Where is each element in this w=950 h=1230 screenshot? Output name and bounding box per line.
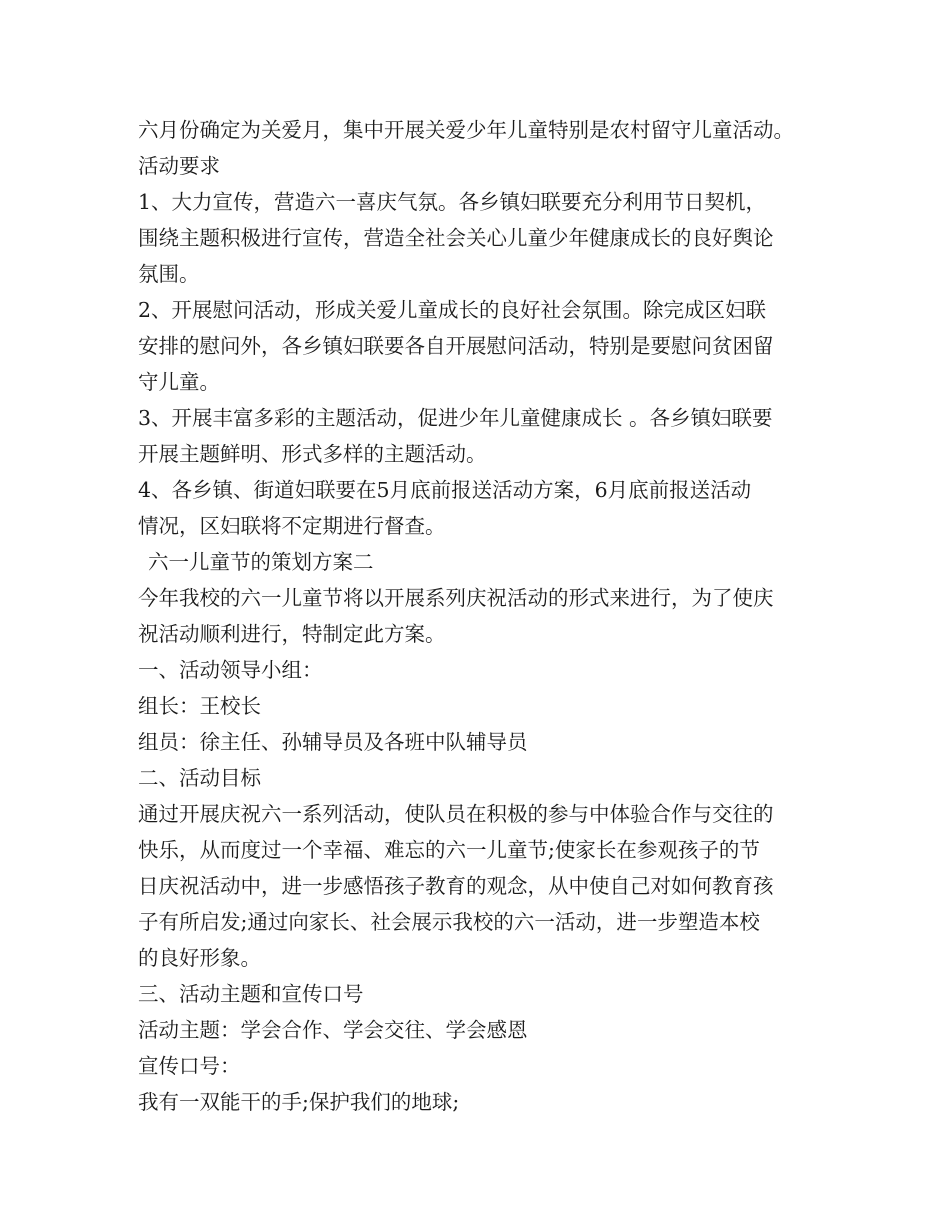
paragraph-line: 我有一双能干的手;保护我们的地球; bbox=[138, 1090, 460, 1114]
paragraph-line: 4、各乡镇、街道妇联要在5月底前报送活动方案，6月底前报送活动 bbox=[138, 478, 752, 502]
paragraph-line: 快乐，从而度过一个幸福、难忘的六一儿童节;使家长在参观孩子的节 bbox=[138, 838, 760, 862]
paragraph-line: 3、开展丰富多彩的主题活动，促进少年儿童健康成长 。各乡镇妇联要 bbox=[138, 406, 773, 430]
paragraph-line: 1、大力宣传，营造六一喜庆气氛。各乡镇妇联要充分利用节日契机， bbox=[138, 190, 767, 214]
paragraph-line: 组长：王校长 bbox=[138, 694, 261, 718]
paragraph-line: 氛围。 bbox=[138, 262, 200, 286]
paragraph-line: 六月份确定为关爱月，集中开展关爱少年儿童特别是农村留守儿童活动。 bbox=[138, 118, 794, 142]
paragraph-line: 祝活动顺利进行，特制定此方案。 bbox=[138, 622, 446, 646]
paragraph-line: 2、开展慰问活动，形成关爱儿童成长的良好社会氛围。除完成区妇联 bbox=[138, 298, 767, 322]
paragraph-line: 围绕主题积极进行宣传，营造全社会关心儿童少年健康成长的良好舆论 bbox=[138, 226, 774, 250]
paragraph-line: 组员：徐主任、孙辅导员及各班中队辅导员 bbox=[138, 730, 528, 754]
document-body bbox=[138, 112, 828, 1120]
paragraph-line: 今年我校的六一儿童节将以开展系列庆祝活动的形式来进行，为了使庆 bbox=[138, 586, 774, 610]
section-heading: 三、活动主题和宣传口号 bbox=[138, 982, 364, 1006]
paragraph-line: 通过开展庆祝六一系列活动，使队员在积极的参与中体验合作与交往的 bbox=[138, 802, 774, 826]
paragraph-line: 守儿童。 bbox=[138, 370, 220, 394]
paragraph-line: 活动主题：学会合作、学会交往、学会感恩 bbox=[138, 1018, 528, 1042]
paragraph-line: 情况，区妇联将不定期进行督查。 bbox=[138, 514, 446, 538]
paragraph-line: 的良好形象。 bbox=[138, 946, 261, 970]
section-heading: 活动要求 bbox=[138, 154, 220, 178]
paragraph-line: 宣传口号： bbox=[138, 1054, 241, 1078]
paragraph-line: 安排的慰问外，各乡镇妇联要各自开展慰问活动，特别是要慰问贫困留 bbox=[138, 334, 774, 358]
section-title: 六一儿童节的策划方案二 bbox=[148, 550, 374, 574]
paragraph-line: 子有所启发;通过向家长、社会展示我校的六一活动，进一步塑造本校 bbox=[138, 910, 760, 934]
paragraph-line: 日庆祝活动中，进一步感悟孩子教育的观念，从中使自己对如何教育孩 bbox=[138, 874, 774, 898]
paragraph-line: 开展主题鲜明、形式多样的主题活动。 bbox=[138, 442, 487, 466]
section-heading: 二、活动目标 bbox=[138, 766, 261, 790]
section-heading: 一、活动领导小组： bbox=[138, 658, 323, 682]
